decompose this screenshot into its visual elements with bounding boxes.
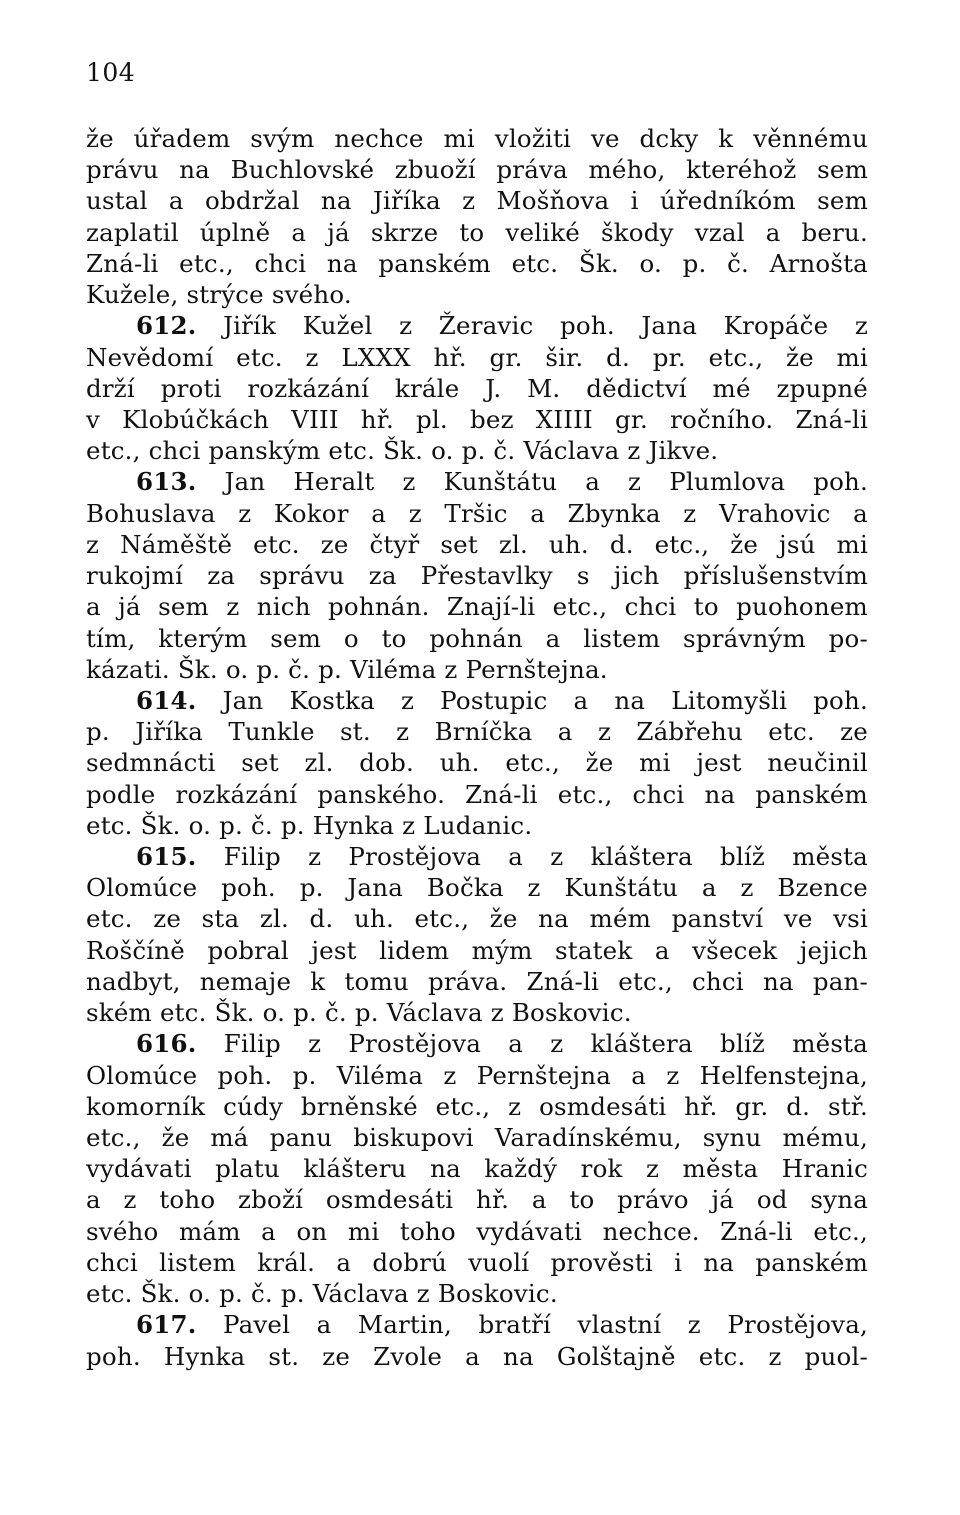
entry-number: 614. (136, 685, 197, 715)
text-line (86, 654, 868, 685)
line-text: a z toho zboží osmdesáti hř. a to právo já od syna (86, 1185, 868, 1215)
line-text: podle rozkázání panského. Zná-li etc., chci na panském (86, 779, 868, 809)
line-text: etc. Šk. o. p. č. p. Hynka z Ludanic. (86, 810, 533, 840)
entry-number: 616. (136, 1029, 197, 1059)
text-line (86, 310, 868, 341)
text-line (86, 466, 868, 497)
text-line (86, 560, 868, 591)
line-text: rukojmí za správu za Přestavlky s jich příslušenstvím (86, 561, 868, 591)
text-line (86, 591, 868, 622)
text-line (86, 1341, 868, 1372)
text-line (86, 716, 868, 747)
text-line (86, 747, 868, 778)
line-text: etc., chci panským etc. Šk. o. p. č. Václava z Jikve. (86, 436, 719, 466)
text-line (86, 435, 868, 466)
text-line (86, 1060, 868, 1091)
text-line (86, 1153, 868, 1184)
line-text: ském etc. Šk. o. p. č. p. Václava z Boskovic. (86, 998, 632, 1028)
line-text: že úřadem svým nechce mi vložiti ve dcky k věnnému (86, 124, 868, 153)
line-text: Filip z Prostějova a z kláštera blíž města (223, 842, 868, 872)
line-text: kázati. Šk. o. p. č. p. Viléma z Pernštejna. (86, 654, 608, 684)
text-line (86, 123, 868, 154)
text-line (86, 185, 868, 216)
page-number: 104 (86, 58, 136, 87)
line-text: etc. ze sta zl. d. uh. etc., že na mém panství ve vsi (86, 904, 868, 934)
line-text: etc., že má panu biskupovi Varadínskému, synu mému, (86, 1123, 868, 1152)
text-line (86, 1247, 868, 1278)
line-text: svého mám a on mi toho vydávati nechce. Zná-li etc., (86, 1216, 868, 1246)
entry-number: 612. (136, 311, 197, 341)
line-text: a já sem z nich pohnán. Znají-li etc., chci to puohonem (86, 592, 868, 622)
line-text: tím, kterým sem o to pohnán a listem správným po- (86, 623, 868, 653)
line-text: chci listem král. a dobrú vuolí prověsti i na panském (86, 1247, 868, 1277)
text-line (86, 903, 868, 934)
text-line (86, 966, 868, 997)
entry-number: 615. (136, 842, 197, 872)
line-text: ustal a obdržal na Jiříka z Mošňova i úředníkóm sem (86, 186, 868, 216)
line-text: Jan Heralt z Kunštátu a z Plumlova poh. (224, 467, 868, 497)
text-line (86, 1028, 868, 1059)
line-text: vydávati platu klášteru na každý rok z města Hranic (86, 1154, 868, 1184)
text-line (86, 1278, 868, 1309)
text-line (86, 1122, 868, 1153)
text-line (86, 1091, 868, 1122)
line-text: Kužele, strýce svého. (86, 280, 352, 310)
entry-number: 617. (136, 1310, 197, 1340)
text-line (86, 248, 868, 279)
entry-number: 613. (136, 467, 197, 497)
line-text: Roščíně pobral jest lidem mým statek a všecek jejich (86, 935, 868, 965)
line-text: p. Jiříka Tunkle st. z Brníčka a z Zábřehu etc. ze (86, 717, 868, 747)
line-text: z Náměště etc. ze čtyř set zl. uh. d. etc., že jsú mi (86, 529, 868, 559)
text-line (86, 685, 868, 716)
body-text (86, 123, 868, 1372)
line-text: Jiřík Kužel z Žeravic poh. Jana Kropáče z (223, 311, 868, 341)
line-text: Filip z Prostějova a z kláštera blíž města (223, 1029, 868, 1059)
line-text: v Klobúčkách VIII hř. pl. bez XIIII gr. ročního. Zná-li (86, 404, 868, 434)
line-text: sedmnácti set zl. dob. uh. etc., že mi jest neučinil (86, 748, 868, 778)
line-text: Olomúce poh. p. Jana Bočka z Kunštátu a z Bzence (86, 873, 868, 903)
text-line (86, 1216, 868, 1247)
line-text: zaplatil úplně a já skrze to veliké škody vzal a beru. (86, 217, 868, 247)
text-line (86, 342, 868, 373)
line-text: Bohuslava z Kokor a z Tršic a Zbynka z Vrahovic a (86, 498, 868, 528)
text-line (86, 810, 868, 841)
line-text: Jan Kostka z Postupic a na Litomyšli poh. (222, 685, 868, 715)
line-text: nadbyt, nemaje k tomu práva. Zná-li etc., chci na pan- (86, 966, 868, 996)
line-text: poh. Hynka st. ze Zvole a na Golštajně etc. z puol- (86, 1341, 868, 1371)
text-line (86, 498, 868, 529)
text-line (86, 373, 868, 404)
text-line (86, 935, 868, 966)
text-line (86, 779, 868, 810)
text-line (86, 1184, 868, 1215)
text-line (86, 217, 868, 248)
text-line (86, 872, 868, 903)
text-line (86, 841, 868, 872)
text-line (86, 623, 868, 654)
line-text: Olomúce poh. p. Viléma z Pernštejna a z Helfenstejna, (86, 1060, 868, 1090)
line-text: Zná-li etc., chci na panském etc. Šk. o. p. č. Arnošta (86, 248, 868, 278)
text-line (86, 404, 868, 435)
line-text: právu na Buchlovské zbuoží práva mého, kteréhož sem (86, 155, 868, 185)
text-line (86, 997, 868, 1028)
line-text: drží proti rozkázání krále J. M. dědictví mé zpupné (86, 373, 868, 403)
line-text: komorník cúdy brněnské etc., z osmdesáti hř. gr. d. stř. (86, 1091, 868, 1121)
text-line (86, 529, 868, 560)
text-line (86, 154, 868, 185)
text-line (86, 279, 868, 310)
text-line (86, 1309, 868, 1340)
line-text: Pavel a Martin, bratří vlastní z Prostějova, (222, 1310, 868, 1340)
line-text: etc. Šk. o. p. č. p. Václava z Boskovic. (86, 1279, 558, 1309)
line-text: Nevědomí etc. z LXXX hř. gr. šir. d. pr. etc., že mi (86, 342, 868, 372)
